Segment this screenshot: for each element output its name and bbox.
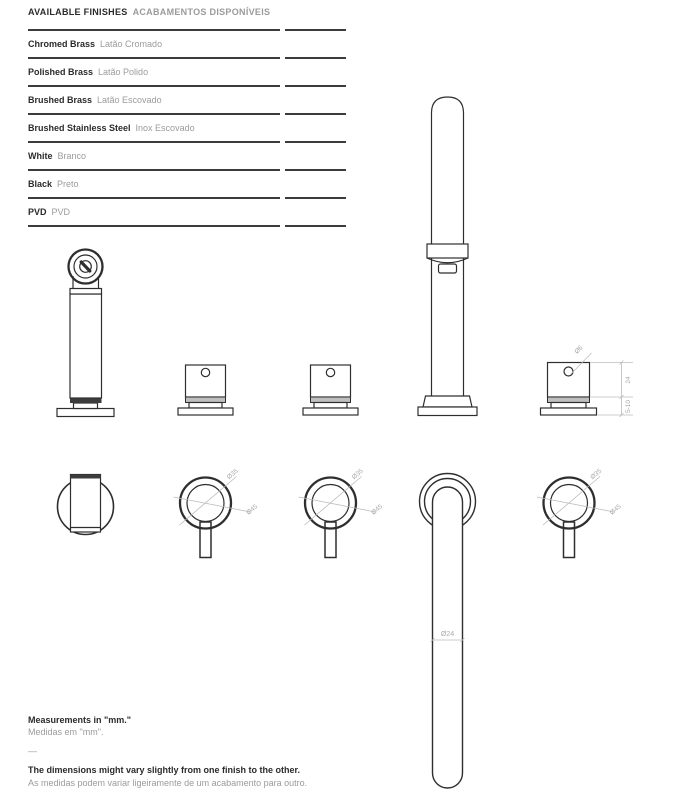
dimension-label-inner-diameter: Ø35 xyxy=(350,467,365,482)
drawing-lever-handle-top-view xyxy=(299,468,385,558)
finish-name-pt: Branco xyxy=(57,150,87,161)
dimension-label-outer-diameter: Ø45 xyxy=(608,503,623,517)
screw-slot xyxy=(81,262,90,271)
drawing-lever-handle-side-view xyxy=(178,365,233,415)
aerator xyxy=(439,264,457,273)
finish-name-pt: Inox Escovado xyxy=(135,122,195,133)
drawing-spout-side-view xyxy=(418,97,477,416)
dimension-label-base-height: 5-10 xyxy=(625,399,632,414)
dimension-label-handle-height: 24 xyxy=(625,376,632,384)
dimension-label-outer-diameter: Ø45 xyxy=(245,503,260,517)
drawing-lever-handle-side-view xyxy=(303,365,358,415)
finish-name-pt: PVD xyxy=(51,206,71,217)
page-title-en: AVAILABLE FINISHES xyxy=(28,7,128,17)
finish-name-pt: Preto xyxy=(57,178,79,189)
finish-name-en: Black xyxy=(28,178,53,189)
drawing-handle-front-side-view xyxy=(57,250,114,417)
drawing-spout-top-view xyxy=(420,474,476,789)
separator-dash: — xyxy=(28,746,37,757)
finish-name-en: Brushed Brass xyxy=(28,94,93,105)
finish-name-en: Chromed Brass xyxy=(28,38,96,49)
measurements-note-pt: Medidas em "mm". xyxy=(28,727,104,738)
variance-note-en: The dimensions might vary slightly from one finish to the other. xyxy=(28,765,301,776)
dimension-label-inner-diameter: Ø35 xyxy=(225,467,240,482)
finish-name-en: White xyxy=(28,150,53,161)
finish-name-pt: Latão Escovado xyxy=(97,94,162,105)
measurements-note-en: Measurements in "mm." xyxy=(28,715,132,725)
variance-note-pt: As medidas podem variar ligeiramente de um acabamento para outro. xyxy=(28,777,308,788)
drawing-lever-handle-dimensioned xyxy=(541,344,634,417)
drawing-lever-handle-top-view xyxy=(537,468,623,558)
drawing-lever-handle-top-view xyxy=(174,468,260,558)
dimension-label-spout-diameter: Ø24 xyxy=(440,631,455,638)
dimension-label-outer-diameter: Ø45 xyxy=(370,503,385,517)
drawing-handle-front-top-view xyxy=(58,475,114,535)
finish-name-pt: Latão Polido xyxy=(98,66,149,77)
finish-name-en: Polished Brass xyxy=(28,66,94,77)
dimension-label-screw-diameter: Ø6 xyxy=(573,344,585,356)
footer-notes xyxy=(28,714,307,789)
finish-name-en: Brushed Stainless Steel xyxy=(28,122,131,133)
dimension-label-inner-diameter: Ø35 xyxy=(589,467,604,482)
finish-name-pt: Latão Cromado xyxy=(100,38,163,49)
page-title-pt: ACABAMENTOS DISPONÍVEIS xyxy=(132,7,271,17)
finish-name-en: PVD xyxy=(28,206,47,217)
